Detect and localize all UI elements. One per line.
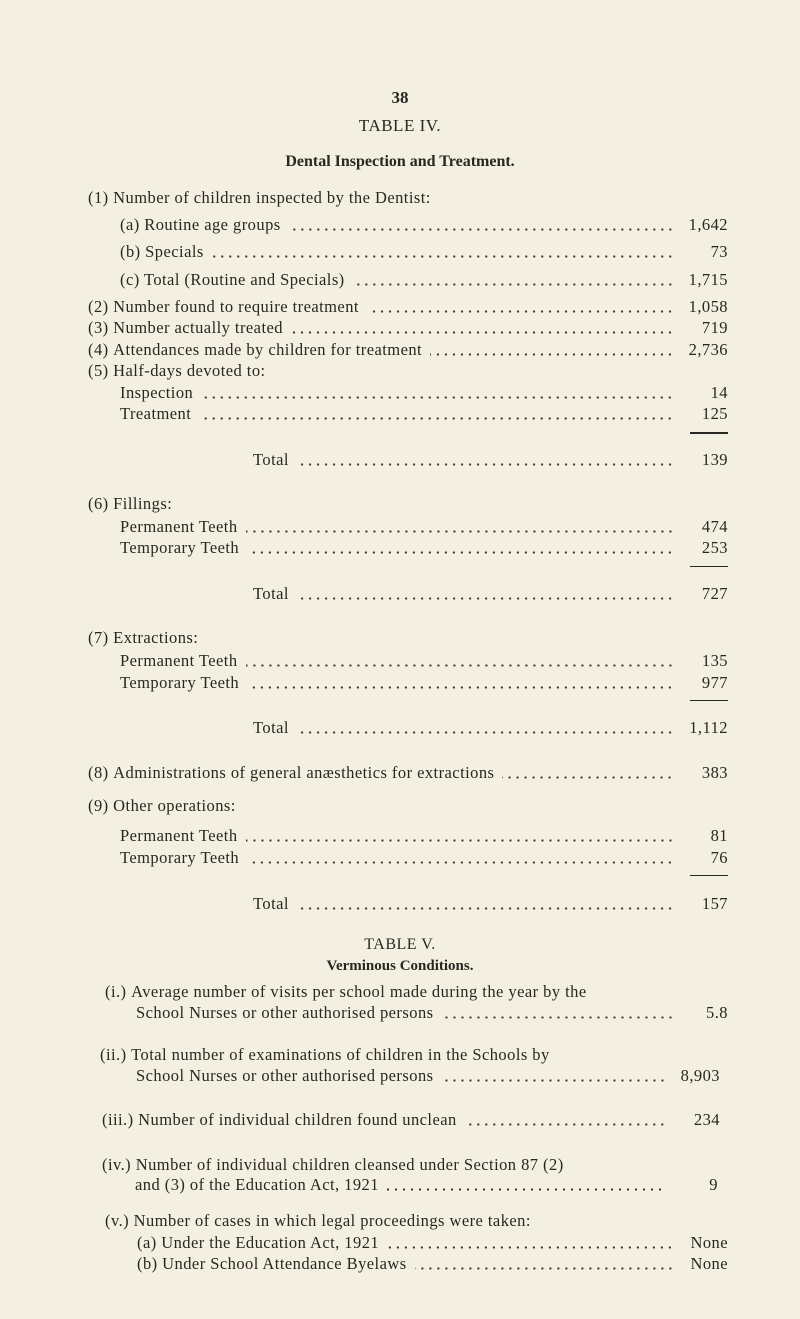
item-label: Number of individual children cleansed under Section 87 (2) bbox=[135, 1155, 564, 1174]
row-label: Temporary Teeth bbox=[120, 848, 240, 867]
item-label: Number of cases in which legal proceedings were taken: bbox=[133, 1211, 531, 1230]
row-label: Total bbox=[253, 894, 289, 913]
item-number: (iii.) bbox=[102, 1110, 134, 1129]
q9-total-row bbox=[253, 894, 728, 914]
item-number: (ii.) bbox=[100, 1045, 127, 1064]
q1b-row bbox=[120, 242, 728, 262]
q8-row bbox=[88, 763, 728, 783]
q1c-row bbox=[120, 270, 728, 290]
row-value: 2,736 bbox=[688, 340, 728, 359]
t5-iv-line1 bbox=[102, 1155, 564, 1175]
item-number: (v.) bbox=[105, 1211, 130, 1230]
item-number: (6) bbox=[88, 494, 109, 513]
row-label: Temporary Teeth bbox=[120, 538, 240, 557]
item-number: (5) bbox=[88, 361, 109, 380]
row-label: School Nurses or other authorised persons bbox=[136, 1066, 434, 1085]
row-label: Inspection bbox=[120, 383, 194, 402]
table-v-subtitle: Verminous Conditions. bbox=[326, 958, 474, 974]
item-number: (iv.) bbox=[102, 1155, 132, 1174]
item-label: Half-days devoted to: bbox=[113, 361, 266, 380]
item-label: Number of children inspected by the Dentist: bbox=[113, 188, 431, 207]
item-label: Other operations: bbox=[113, 796, 236, 815]
row-label: Administrations of general anæsthetics for extractions bbox=[113, 763, 495, 782]
row-value: None bbox=[690, 1233, 728, 1252]
row-value: 5.8 bbox=[706, 1003, 728, 1022]
q4-row bbox=[88, 340, 728, 360]
item-number: (9) bbox=[88, 796, 109, 815]
row-value: 1,112 bbox=[689, 718, 728, 737]
row-label: Permanent Teeth bbox=[120, 826, 238, 845]
t5-v-heading bbox=[105, 1211, 531, 1231]
item-number: (3) bbox=[88, 318, 109, 337]
row-value: 1,715 bbox=[688, 270, 728, 289]
row-value: 14 bbox=[710, 383, 728, 402]
item-number: (7) bbox=[88, 628, 109, 647]
item-number: (1) bbox=[88, 188, 109, 207]
row-value: 234 bbox=[693, 1110, 720, 1129]
t5-va-row bbox=[137, 1233, 728, 1253]
total-rule bbox=[690, 432, 728, 434]
row-label: Permanent Teeth bbox=[120, 651, 238, 670]
row-value: 76 bbox=[710, 848, 728, 867]
q5-heading bbox=[88, 361, 266, 381]
row-label: School Nurses or other authorised persons bbox=[136, 1003, 434, 1022]
table-iv-title: TABLE IV. bbox=[358, 116, 442, 135]
row-label: (b) Under School Attendance Byelaws bbox=[137, 1254, 407, 1273]
row-label: Total bbox=[253, 450, 289, 469]
t5-i-line1 bbox=[105, 982, 587, 1002]
row-value: 81 bbox=[710, 826, 728, 845]
q1-heading bbox=[88, 188, 431, 208]
row-value: 9 bbox=[709, 1175, 718, 1194]
q2-row bbox=[88, 297, 728, 317]
t5-iii-row bbox=[102, 1110, 720, 1130]
row-label: and (3) of the Education Act, 1921 bbox=[135, 1175, 379, 1194]
item-label: Average number of visits per school made during the year by the bbox=[131, 982, 587, 1001]
row-value: 253 bbox=[701, 538, 728, 557]
row-value: 719 bbox=[701, 318, 728, 337]
t5-vb-row bbox=[137, 1254, 728, 1274]
t5-ii-row bbox=[136, 1066, 720, 1086]
row-label: Treatment bbox=[120, 404, 192, 423]
row-label: Total bbox=[253, 584, 289, 603]
row-value: 383 bbox=[701, 763, 728, 782]
q6-total-row bbox=[253, 584, 728, 604]
item-label: Fillings: bbox=[113, 494, 173, 513]
row-value: 135 bbox=[701, 651, 728, 670]
row-label: Temporary Teeth bbox=[120, 673, 240, 692]
row-label: (c) Total (Routine and Specials) bbox=[120, 270, 345, 289]
row-label: (b) Specials bbox=[120, 242, 204, 261]
q6-temporary-row bbox=[120, 538, 728, 558]
row-value: 474 bbox=[701, 517, 728, 536]
row-label: Total bbox=[253, 718, 289, 737]
row-value: 73 bbox=[710, 242, 728, 261]
row-value: 977 bbox=[701, 673, 728, 692]
table-v-title: TABLE V. bbox=[364, 936, 436, 953]
item-number: (i.) bbox=[105, 982, 127, 1001]
row-value: 1,642 bbox=[688, 215, 728, 234]
row-label: Number of individual children found unclean bbox=[138, 1110, 457, 1129]
t5-i-row bbox=[136, 1003, 728, 1023]
row-value: None bbox=[690, 1254, 728, 1273]
row-label: (a) Routine age groups bbox=[120, 215, 281, 234]
t5-ii-line1 bbox=[100, 1045, 550, 1065]
q7-permanent-row bbox=[120, 651, 728, 671]
total-rule bbox=[690, 700, 728, 701]
row-value: 125 bbox=[701, 404, 728, 423]
table-iv-subtitle: Dental Inspection and Treatment. bbox=[285, 153, 515, 170]
row-label: (a) Under the Education Act, 1921 bbox=[137, 1233, 380, 1252]
item-number: (4) bbox=[88, 340, 109, 359]
q7-total-row bbox=[253, 718, 728, 738]
q6-heading bbox=[88, 494, 172, 514]
row-label: Permanent Teeth bbox=[120, 517, 238, 536]
row-value: 157 bbox=[701, 894, 728, 913]
t5-iv-row bbox=[135, 1175, 718, 1195]
q7-heading bbox=[88, 628, 198, 648]
row-value: 8,903 bbox=[680, 1066, 720, 1085]
q5-inspection-row bbox=[120, 383, 728, 403]
q6-permanent-row bbox=[120, 517, 728, 537]
q5-treatment-row bbox=[120, 404, 728, 424]
q9-temporary-row bbox=[120, 848, 728, 868]
item-label: Extractions: bbox=[113, 628, 199, 647]
item-number: (2) bbox=[88, 297, 109, 316]
q9-permanent-row bbox=[120, 826, 728, 846]
row-label: Attendances made by children for treatment bbox=[113, 340, 423, 359]
total-rule bbox=[690, 875, 728, 876]
page-number: 38 bbox=[391, 88, 409, 107]
row-label: Number actually treated bbox=[113, 318, 283, 337]
row-value: 139 bbox=[701, 450, 728, 469]
total-rule bbox=[690, 566, 728, 567]
q3-row bbox=[88, 318, 728, 338]
q1a-row bbox=[120, 215, 728, 235]
item-number: (8) bbox=[88, 763, 109, 782]
q5-total-row bbox=[253, 450, 728, 470]
row-value: 1,058 bbox=[688, 297, 728, 316]
item-label: Total number of examinations of children in the Schools by bbox=[131, 1045, 550, 1064]
q9-heading bbox=[88, 796, 236, 816]
row-label: Number found to require treatment bbox=[113, 297, 359, 316]
row-value: 727 bbox=[701, 584, 728, 603]
q7-temporary-row bbox=[120, 673, 728, 693]
